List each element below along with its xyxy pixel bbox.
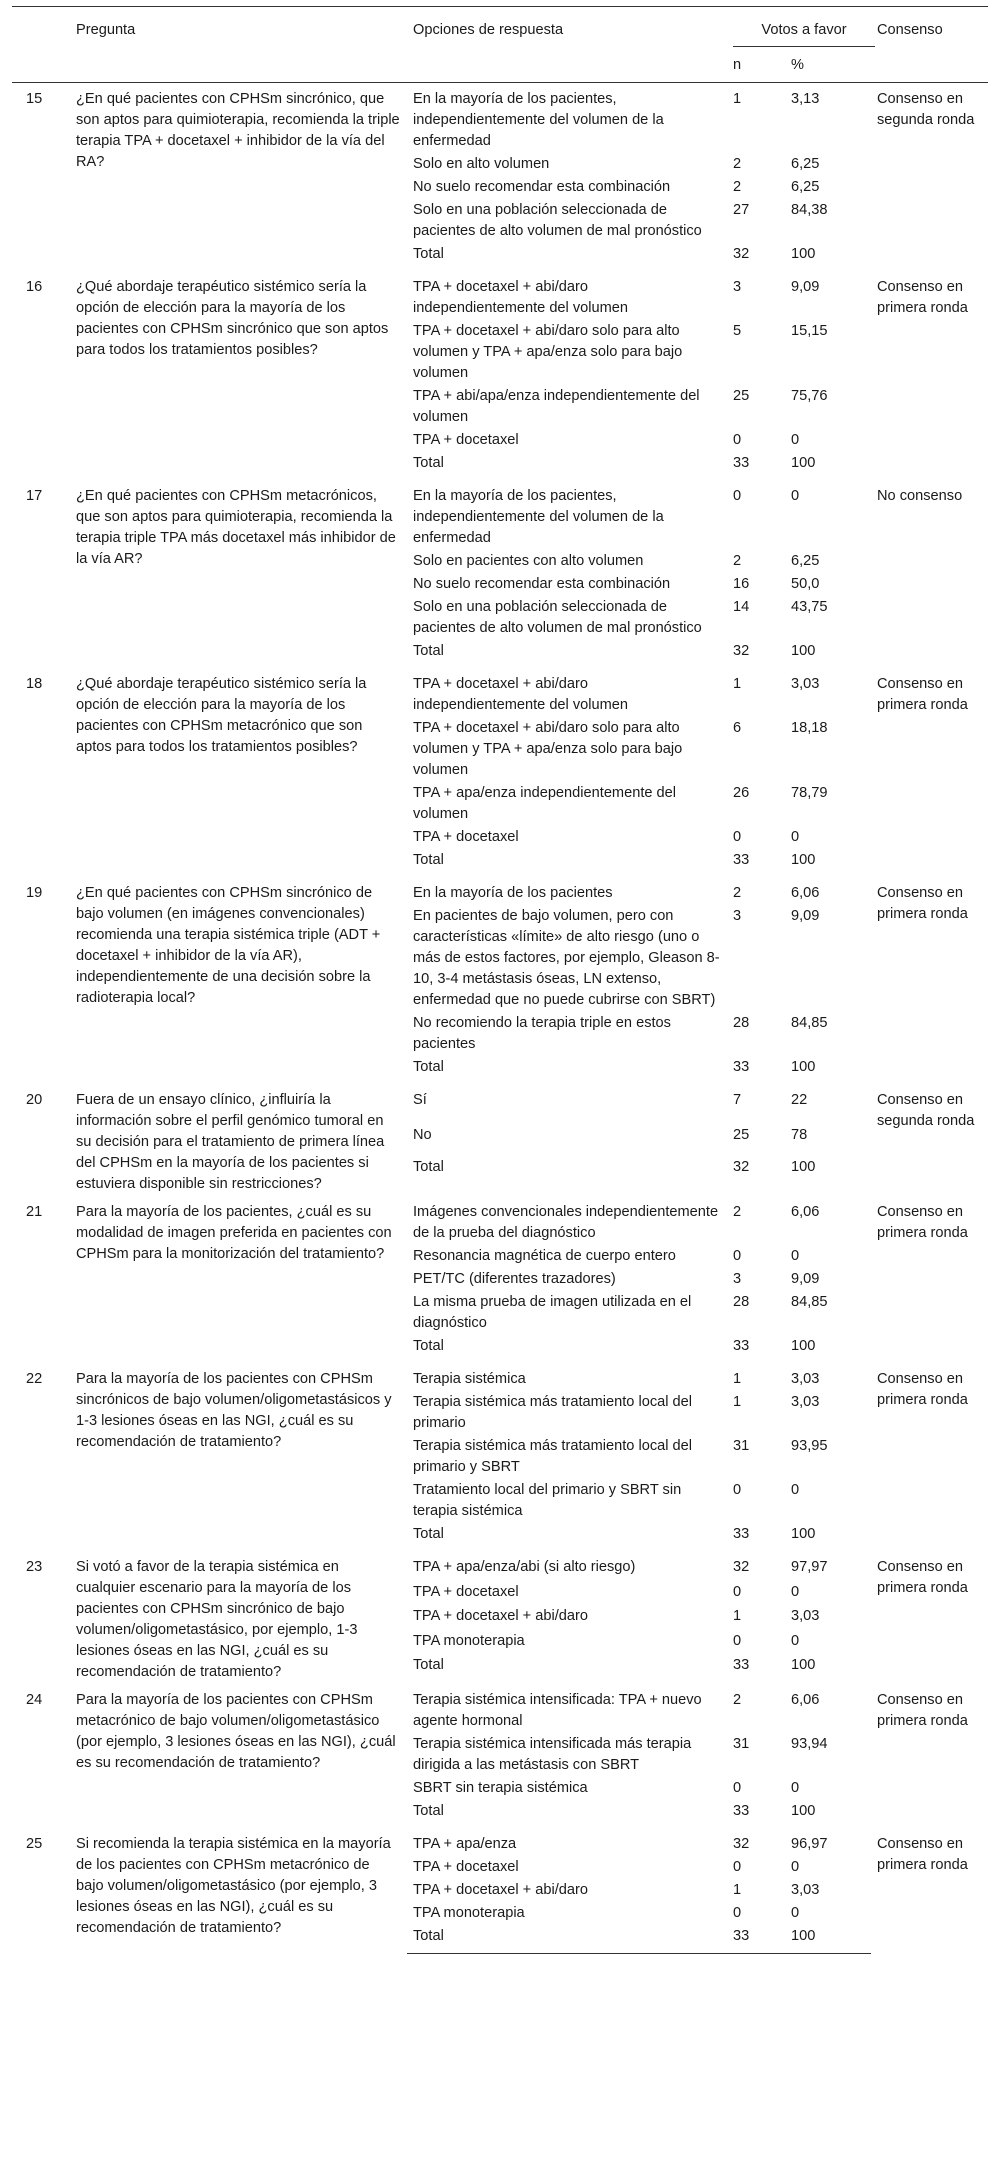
answer-option: TPA + docetaxel + abi/daro xyxy=(413,1882,588,1898)
question-group xyxy=(12,1196,988,1363)
vote-percent: 9,09 xyxy=(791,908,820,924)
vote-count: 2 xyxy=(733,1692,742,1708)
question-number: 21 xyxy=(26,1204,43,1220)
question-text: ¿En qué pacientes con CPHSm sincrónico, que son aptos para quimioterapia, recomienda la triple terapia TPA + docetaxel + inhibidor de la vía del RA? xyxy=(76,91,400,170)
vote-count: 14 xyxy=(733,599,750,615)
vote-percent: 43,75 xyxy=(791,599,828,615)
question-number: 18 xyxy=(26,676,43,692)
table-header xyxy=(12,7,988,83)
vote-percent: 6,25 xyxy=(791,553,820,569)
vote-count: 33 xyxy=(733,1803,750,1819)
vote-count: 33 xyxy=(733,1657,750,1674)
vote-percent: 6,25 xyxy=(791,179,820,195)
answer-option: Solo en alto volumen xyxy=(413,156,550,172)
header-n: n xyxy=(727,51,785,83)
answer-option: Solo en pacientes con alto volumen xyxy=(413,553,644,569)
vote-percent: 84,38 xyxy=(791,202,828,218)
vote-count: 0 xyxy=(733,432,742,448)
vote-percent: 15,15 xyxy=(791,323,828,339)
answer-option: No suelo recomendar esta combinación xyxy=(413,179,671,195)
question-text: Para la mayoría de los pacientes con CPHSm metacrónico de bajo volumen/oligometastásico (por ejemplo, 3 lesiones óseas en las NGI), ¿cuál es su recomendación de tratamiento? xyxy=(76,1692,396,1771)
answer-option: Total xyxy=(413,1159,444,1176)
answer-option: Terapia sistémica más tratamiento local del primario y SBRT xyxy=(413,1438,693,1475)
question-text: Fuera de un ensayo clínico, ¿influiría la información sobre el perfil genómico tumoral en su decisión para el tratamiento de primera línea del CPHSm en la mayoría de los pacientes si estuviera disponible sin restricciones? xyxy=(76,1092,385,1192)
answer-option: No xyxy=(413,1126,432,1143)
answer-option: Total xyxy=(407,1925,727,1954)
answer-option: TPA + docetaxel + abi/daro independientemente del volumen xyxy=(413,676,629,713)
vote-count: 32 xyxy=(733,1559,750,1575)
table-row xyxy=(12,1196,988,1245)
vote-count: 1 xyxy=(733,91,742,107)
vote-count: 27 xyxy=(733,202,750,218)
vote-count: 7 xyxy=(733,1092,742,1108)
vote-percent: 3,03 xyxy=(791,1394,820,1410)
vote-percent: 84,85 xyxy=(791,1294,828,1310)
vote-percent: 3,13 xyxy=(791,91,820,107)
answer-option: TPA + docetaxel + abi/daro xyxy=(413,1608,588,1625)
question-group xyxy=(12,668,988,877)
vote-percent: 22 xyxy=(791,1092,808,1108)
vote-count: 0 xyxy=(733,1859,742,1875)
header-consensus: Consenso xyxy=(871,7,988,83)
vote-count: 0 xyxy=(733,488,742,504)
answer-option: En la mayoría de los pacientes, independientemente del volumen de la enfermedad xyxy=(413,91,664,149)
vote-percent: 6,06 xyxy=(791,1692,820,1708)
vote-percent: 100 xyxy=(791,1803,816,1819)
question-text: ¿Qué abordaje terapéutico sistémico sería la opción de elección para la mayoría de los pacientes con CPHSm sincrónico que son aptos para todos los tratamientos posibles? xyxy=(76,279,389,358)
vote-count: 33 xyxy=(733,455,750,471)
question-group xyxy=(12,1363,988,1551)
question-number: 20 xyxy=(26,1092,43,1108)
vote-count: 1 xyxy=(733,1882,742,1898)
answer-option: Solo en una población seleccionada de pacientes de alto volumen de mal pronóstico xyxy=(413,599,702,636)
vote-count: 0 xyxy=(733,1632,742,1649)
question-group xyxy=(12,1684,988,1828)
vote-percent: 9,09 xyxy=(791,1271,820,1287)
answer-option: Total xyxy=(413,1657,444,1674)
answer-option: TPA + docetaxel + abi/daro solo para alto volumen y TPA + apa/enza solo para bajo volumen xyxy=(413,323,683,381)
header-votes xyxy=(727,7,871,52)
question-group xyxy=(12,83,988,272)
answer-option: TPA + docetaxel xyxy=(413,829,519,845)
answer-option: Solo en una población seleccionada de pacientes de alto volumen de mal pronóstico xyxy=(413,202,702,239)
vote-count: 3 xyxy=(733,908,742,924)
vote-percent: 75,76 xyxy=(791,388,828,404)
answer-option: No recomiendo la terapia triple en estos pacientes xyxy=(413,1015,671,1052)
vote-percent: 0 xyxy=(791,432,800,448)
vote-count: 25 xyxy=(733,388,750,404)
answer-option: TPA + docetaxel + abi/daro solo para alto volumen y TPA + apa/enza solo para bajo volumen xyxy=(413,720,683,778)
vote-percent: 0 xyxy=(791,829,800,845)
consensus-table-container xyxy=(12,6,988,1954)
answer-option: PET/TC (diferentes trazadores) xyxy=(413,1271,616,1287)
vote-percent: 3,03 xyxy=(791,1882,820,1898)
question-group xyxy=(12,480,988,668)
header-options: Opciones de respuesta xyxy=(407,7,727,83)
answer-option: Terapia sistémica más tratamiento local del primario xyxy=(413,1394,693,1431)
question-number: 25 xyxy=(26,1836,43,1852)
vote-count: 28 xyxy=(733,1015,750,1031)
header-number xyxy=(12,7,70,83)
vote-percent: 93,95 xyxy=(791,1438,828,1454)
table-row xyxy=(12,877,988,905)
question-text: Para la mayoría de los pacientes con CPHSm sincrónicos de bajo volumen/oligometastásicos y 1-3 lesiones óseas en las NGI, ¿cuál es su recomendación de tratamiento? xyxy=(76,1371,392,1450)
consensus-status: Consenso en primera ronda xyxy=(877,885,968,922)
consensus-status: Consenso en segunda ronda xyxy=(877,91,975,128)
vote-percent: 6,25 xyxy=(791,156,820,172)
vote-percent: 18,18 xyxy=(791,720,828,736)
question-number: 23 xyxy=(26,1559,43,1575)
vote-count: 0 xyxy=(733,1583,742,1600)
table-row xyxy=(12,1684,988,1733)
question-number: 24 xyxy=(26,1692,43,1708)
vote-count: 32 xyxy=(733,246,750,262)
answer-option: Terapia sistémica xyxy=(413,1371,526,1387)
vote-percent: 78 xyxy=(791,1126,808,1143)
vote-count: 3 xyxy=(733,279,742,295)
consensus-status: Consenso en primera ronda xyxy=(877,1204,968,1241)
vote-count: 25 xyxy=(733,1126,750,1143)
vote-percent: 93,94 xyxy=(791,1736,828,1752)
answer-option: TPA + docetaxel + abi/daro independientemente del volumen xyxy=(413,279,629,316)
vote-count: 2 xyxy=(733,1204,742,1220)
answer-option: En pacientes de bajo volumen, pero con características «límite» de alto riesgo (uno o más de estos factores, por ejemplo, Gleason 8-10, 3-4 metástasis óseas, LN extenso, enfermedad que no puede cubrirse con SBRT) xyxy=(413,908,720,1008)
consensus-status: Consenso en primera ronda xyxy=(877,1371,968,1408)
answer-option: Total xyxy=(413,246,444,262)
consensus-status: Consenso en primera ronda xyxy=(877,1559,968,1596)
vote-count: 0 xyxy=(733,1905,742,1921)
answer-option: La misma prueba de imagen utilizada en el diagnóstico xyxy=(413,1294,692,1331)
vote-percent: 100 xyxy=(791,1657,816,1674)
answer-option: Total xyxy=(413,455,444,471)
vote-count: 33 xyxy=(733,1059,750,1075)
answer-option: En la mayoría de los pacientes xyxy=(413,885,613,901)
answer-option: TPA + docetaxel xyxy=(413,1583,519,1600)
header-question: Pregunta xyxy=(70,7,407,83)
consensus-status: Consenso en primera ronda xyxy=(877,1692,968,1729)
vote-percent: 3,03 xyxy=(791,676,820,692)
vote-percent: 0 xyxy=(791,1583,800,1600)
vote-count: 2 xyxy=(733,885,742,901)
answer-option: SBRT sin terapia sistémica xyxy=(413,1780,588,1796)
vote-count: 3 xyxy=(733,1271,742,1287)
answer-option: En la mayoría de los pacientes, independientemente del volumen de la enfermedad xyxy=(413,488,664,546)
answer-option: TPA + apa/enza/abi (si alto riesgo) xyxy=(413,1559,636,1575)
question-number: 22 xyxy=(26,1371,43,1387)
vote-percent: 97,97 xyxy=(791,1559,828,1575)
answer-option: Resonancia magnética de cuerpo entero xyxy=(413,1248,676,1264)
question-group xyxy=(12,271,988,480)
answer-option: TPA + docetaxel xyxy=(413,1859,519,1875)
vote-count: 28 xyxy=(733,1294,750,1310)
vote-count: 33 xyxy=(733,852,750,868)
vote-percent: 50,0 xyxy=(791,576,820,592)
vote-count: 0 xyxy=(733,1780,742,1796)
question-group xyxy=(12,1828,988,1954)
vote-percent: 100 xyxy=(791,1059,816,1075)
vote-count: 6 xyxy=(733,720,742,736)
vote-percent: 0 xyxy=(791,1248,800,1264)
vote-percent: 100 xyxy=(791,1338,816,1354)
question-number: 19 xyxy=(26,885,43,901)
answer-option: TPA + abi/apa/enza independientemente del volumen xyxy=(413,388,700,425)
vote-percent: 84,85 xyxy=(791,1015,828,1031)
vote-count: 2 xyxy=(733,179,742,195)
vote-percent: 100 xyxy=(791,246,816,262)
answer-option: TPA + apa/enza xyxy=(413,1836,517,1852)
vote-count: 32 xyxy=(733,1159,750,1176)
vote-percent: 0 xyxy=(791,1859,800,1875)
question-text: Si recomienda la terapia sistémica en la mayoría de los pacientes con CPHSm metacrónico de bajo volumen/oligometastásico (por ejemplo, 3 lesiones óseas en las NGI), ¿cuál es su recomendación de tratamiento? xyxy=(76,1836,391,1936)
vote-percent: 6,06 xyxy=(791,1204,820,1220)
table-row xyxy=(12,271,988,320)
vote-count: 1 xyxy=(733,676,742,692)
table-row xyxy=(12,83,988,154)
table-row xyxy=(12,480,988,550)
vote-count: 33 xyxy=(727,1925,785,1954)
table-row xyxy=(12,1084,988,1124)
answer-option: Sí xyxy=(413,1092,427,1108)
vote-percent: 96,97 xyxy=(791,1836,828,1852)
vote-count: 0 xyxy=(733,1248,742,1264)
vote-percent: 3,03 xyxy=(791,1608,820,1625)
question-text: Si votó a favor de la terapia sistémica en cualquier escenario para la mayoría de los pacientes con CPHSm sincrónico de bajo volumen/oligometastásico, por ejemplo, 1-3 lesiones óseas en las NGI, ¿cuál es su recomendación de tratamiento? xyxy=(76,1559,358,1680)
header-pct: % xyxy=(785,51,871,83)
vote-count: 33 xyxy=(733,1526,750,1542)
vote-count: 31 xyxy=(733,1438,750,1454)
vote-count: 32 xyxy=(733,643,750,659)
vote-percent: 100 xyxy=(791,852,816,868)
vote-percent: 0 xyxy=(791,1780,800,1796)
answer-option: TPA + docetaxel xyxy=(413,432,519,448)
answer-option: Total xyxy=(413,1526,444,1542)
answer-option: TPA monoterapia xyxy=(413,1905,525,1921)
vote-percent: 0 xyxy=(791,488,800,504)
question-text: ¿Qué abordaje terapéutico sistémico sería la opción de elección para la mayoría de los pacientes con CPHSm metacrónico que son aptos para todos los tratamientos posibles? xyxy=(76,676,367,755)
vote-count: 2 xyxy=(733,156,742,172)
question-number: 16 xyxy=(26,279,43,295)
answer-option: TPA monoterapia xyxy=(413,1632,525,1649)
consensus-status: Consenso en primera ronda xyxy=(877,279,968,316)
vote-percent: 100 xyxy=(791,1526,816,1542)
vote-count: 26 xyxy=(733,785,750,801)
table-row xyxy=(12,668,988,717)
table-row xyxy=(12,1828,988,1856)
consensus-table xyxy=(12,6,988,1954)
question-group xyxy=(12,877,988,1084)
consensus-status: Consenso en primera ronda xyxy=(877,1836,968,1873)
answer-option: Imágenes convencionales independientemente de la prueba del diagnóstico xyxy=(413,1204,719,1241)
question-text: Para la mayoría de los pacientes, ¿cuál es su modalidad de imagen preferida en pacientes con CPHSm para la monitorización del tratamiento? xyxy=(76,1204,392,1262)
question-text: ¿En qué pacientes con CPHSm sincrónico de bajo volumen (en imágenes convencionales) recomienda una terapia sistémica triple (ADT + docetaxel + inhibidor de la vía AR), independientemente de una decisión sobre la radioterapia local? xyxy=(76,885,381,1006)
vote-count: 31 xyxy=(733,1736,750,1752)
vote-percent: 3,03 xyxy=(791,1371,820,1387)
question-text: ¿En qué pacientes con CPHSm metacrónicos, que son aptos para quimioterapia, recomienda la terapia triple TPA más docetaxel más inhibidor de la vía AR? xyxy=(76,488,396,567)
question-group xyxy=(12,1084,988,1196)
vote-percent: 78,79 xyxy=(791,785,828,801)
vote-percent: 100 xyxy=(791,643,816,659)
answer-option: Total xyxy=(413,1338,444,1354)
vote-percent: 100 xyxy=(791,1159,816,1176)
vote-count: 1 xyxy=(733,1371,742,1387)
vote-count: 2 xyxy=(733,553,742,569)
vote-percent: 0 xyxy=(791,1905,800,1921)
consensus-status: No consenso xyxy=(877,488,963,504)
answer-option: Total xyxy=(413,852,444,868)
vote-percent: 100 xyxy=(791,455,816,471)
vote-count: 1 xyxy=(733,1608,742,1625)
vote-percent: 0 xyxy=(791,1632,800,1649)
answer-option: Tratamiento local del primario y SBRT sin terapia sistémica xyxy=(413,1482,682,1519)
vote-percent: 9,09 xyxy=(791,279,820,295)
vote-percent: 6,06 xyxy=(791,885,820,901)
vote-count: 1 xyxy=(733,1394,742,1410)
answer-option: No suelo recomendar esta combinación xyxy=(413,576,671,592)
question-number: 15 xyxy=(26,91,43,107)
vote-count: 0 xyxy=(733,829,742,845)
vote-percent: 0 xyxy=(791,1482,800,1498)
consensus-status: Consenso en segunda ronda xyxy=(877,1092,975,1129)
answer-option: Total xyxy=(413,1803,444,1819)
vote-count: 32 xyxy=(733,1836,750,1852)
vote-percent: 100 xyxy=(785,1925,871,1954)
table-row xyxy=(12,1363,988,1391)
vote-count: 5 xyxy=(733,323,742,339)
header-votes-label: Votos a favor xyxy=(733,20,875,47)
vote-count: 0 xyxy=(733,1482,742,1498)
question-number: 17 xyxy=(26,488,43,504)
consensus-status: Consenso en primera ronda xyxy=(877,676,968,713)
answer-option: Terapia sistémica intensificada: TPA + nuevo agente hormonal xyxy=(413,1692,702,1729)
vote-count: 16 xyxy=(733,576,750,592)
answer-option: Terapia sistémica intensificada más terapia dirigida a las metástasis con SBRT xyxy=(413,1736,692,1773)
vote-count: 33 xyxy=(733,1338,750,1354)
answer-option: TPA + apa/enza independientemente del volumen xyxy=(413,785,677,822)
answer-option: Total xyxy=(413,643,444,659)
table-row xyxy=(12,1551,988,1581)
answer-option: Total xyxy=(413,1059,444,1075)
question-group xyxy=(12,1551,988,1684)
